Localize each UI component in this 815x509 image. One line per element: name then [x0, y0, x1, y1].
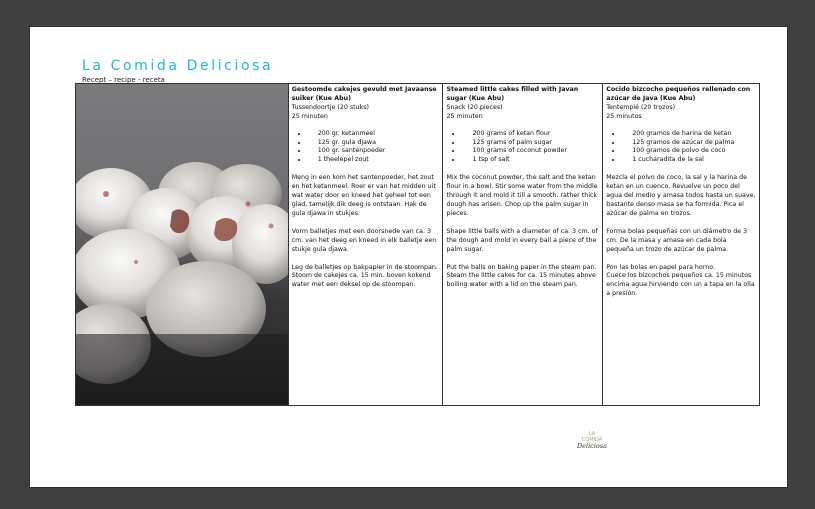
ingredients-list [292, 130, 440, 166]
recipe-meta-servings: Tentempié (20 trozos) [606, 103, 676, 111]
recipe-steps [292, 174, 440, 290]
ingredient-item: • 100 grams of coconut powder [462, 147, 599, 156]
recipe-meta-time: 25 minuten [291, 112, 328, 120]
footer-logo [567, 432, 617, 462]
ingredient-item: • 100 gr. santenpoeder [308, 147, 440, 156]
recipe-step: Mix the coconut powder, the salt and the ketan flour in a bowl. Stir some water from the middle through it and mold it till a smooth, rather thick dough has arisen. Chop up the palm sugar in pieces. [446, 174, 598, 217]
logo-line: LA [588, 431, 596, 437]
recipe-meta-time: 25 minuten [446, 112, 483, 120]
ingredient-item: • 1 cucharadita de la sal [622, 156, 756, 165]
document-page [30, 27, 787, 487]
recipe-step: Shape little balls with a diameter of ca. 3 cm. of the dough and mold in every ball a piece of the palm sugar. [446, 227, 598, 253]
steamed-cakes-illustration [76, 84, 288, 405]
ingredient-item: • 125 grams of palm sugar [462, 139, 599, 148]
recipe-step: Pon las bolas en papel para horno. Cuece los bizcochos pequeños ca. 15 minutos encima agua hirviendo con un a tapa en la olla a presión. [606, 263, 755, 298]
ingredients-list [446, 130, 599, 166]
page-title: La Comida Deliciosa [82, 58, 274, 74]
ingredient-item: • 1 tsp of salt [462, 156, 599, 165]
recipe-step: Mezcla el polvo de coco, la sal y la harina de ketan en un cuenco. Revuelve un poco del agua del medio y amasa todos hasta un suave, bastante denso masa se ha formida. Pica el azúcar de palma en trozos. [606, 174, 756, 217]
ingredient-item: • 1 theelepel zout [308, 156, 440, 165]
page-subtitle: Recept – recipe - receta [82, 76, 165, 84]
recipe-step: Leg de balletjes op bakpapier in de stoompan. Stoom de cakejes ca. 15 min. boven kokend water met een deksel op de stoompan. [291, 263, 438, 289]
recipe-step: Put the balls on baking paper in the steam pan. Steam the little cakes for ca. 15 minutes above boiling water with a lid on the steam pan. [446, 263, 597, 289]
ingredient-item: • 200 gramos de harina de ketan [622, 130, 756, 139]
recipe-meta-servings: Tussendoortje (20 stuks) [291, 103, 369, 111]
recipe-title: Gestoomde cakejes gevuld met Javaanse suiker (Kue Abu) [291, 86, 437, 102]
recipe-steps [606, 174, 756, 299]
logo-line: COMIDA [581, 436, 603, 443]
recipe-step: Meng in een kom het santenpoeder, het zout en het ketanmeel. Roer er van het midden uit wat water door en kneed het geheel tot een glad, tamelijk dik deeg is ontstaan. Hak de gula djawa in stukjes. [291, 174, 436, 217]
recipe-steps [446, 174, 599, 290]
ingredient-item: • 125 gr. gula djawa [308, 139, 440, 148]
logo-script: Deliciosa [576, 442, 608, 450]
ingredient-item: • 200 grams of ketan flour [462, 130, 599, 139]
food-photo [76, 84, 289, 405]
ingredient-item: • 125 gramos de azúcar de palma [622, 139, 756, 148]
recipe-column-dutch [289, 84, 443, 405]
ingredient-item: • 100 gramos de polvo de coco [622, 147, 756, 156]
recipe-title: Steamed little cakes filled with Javan sugar (Kue Abu) [446, 86, 579, 102]
ingredient-item: • 200 gr. ketanmeel [308, 130, 440, 139]
recipe-column-english [442, 84, 602, 405]
recipe-column-spanish [602, 84, 759, 405]
recipe-meta-servings: Snack (20 pieces) [446, 103, 503, 111]
recipe-step: Forma bolas pequeñas con un diámetro de 3 cm. De la masa y amasa en cada bola pequeña un trozo de azúcar de palma. [606, 227, 748, 253]
recipe-title: Cocido bizcocho pequeños rellenado con azúcar de Java (Kue Abu) [606, 86, 751, 102]
recipe-meta-time: 25 minutos [606, 112, 642, 120]
recipe-step: Vorm balletjes met een doorsnede van ca. 3 cm. van het deeg en kneed in elk balletje een stukje gula djawa. [291, 227, 437, 253]
recipe-table [75, 83, 760, 406]
ingredients-list [606, 130, 756, 166]
